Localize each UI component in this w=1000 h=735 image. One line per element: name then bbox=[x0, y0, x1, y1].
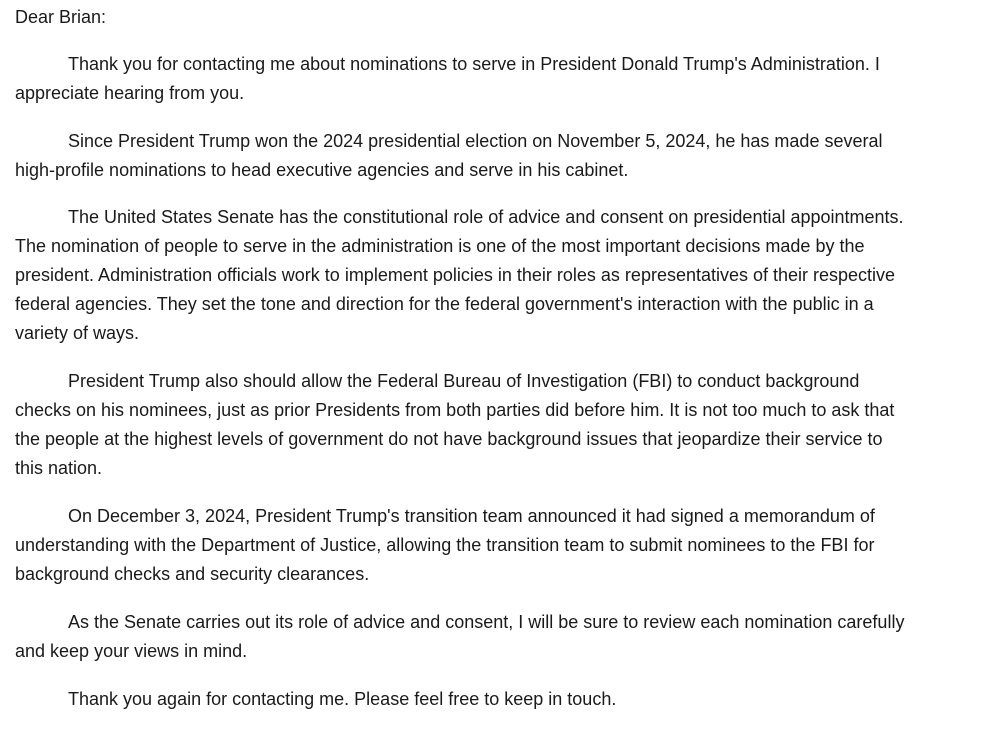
paragraph-line: this nation. bbox=[15, 458, 103, 478]
paragraph-line: and keep your views in mind. bbox=[15, 641, 248, 661]
paragraph-line: president. Administration officials work to implement policies in their roles as representatives of their respective bbox=[15, 265, 896, 285]
paragraph-line: Thank you for contacting me about nominations to serve in President Donald Trump's Administration. I bbox=[68, 54, 880, 74]
paragraph-line: appreciate hearing from you. bbox=[15, 83, 245, 103]
paragraph-line: federal agencies. They set the tone and direction for the federal government's interaction with the public in a bbox=[15, 294, 874, 314]
paragraph-line: The nomination of people to serve in the administration is one of the most important decisions made by the bbox=[15, 236, 865, 256]
paragraph-line: On December 3, 2024, President Trump's transition team announced it had signed a memorandum of bbox=[68, 506, 875, 526]
paragraph-closing bbox=[15, 685, 995, 714]
paragraph-line: the people at the highest levels of government do not have background issues that jeopardize their service to bbox=[15, 429, 883, 449]
paragraph-review bbox=[15, 608, 995, 666]
paragraph-senate-role bbox=[15, 203, 995, 348]
paragraph-memorandum bbox=[15, 502, 995, 589]
paragraph-thank-you bbox=[15, 50, 995, 108]
paragraph-fbi-checks bbox=[15, 367, 995, 483]
paragraph-line: checks on his nominees, just as prior Presidents from both parties did before him. It is not too much to ask that bbox=[15, 400, 895, 420]
paragraph-line: Thank you again for contacting me. Please feel free to keep in touch. bbox=[68, 689, 617, 709]
paragraph-line: The United States Senate has the constitutional role of advice and consent on presidential appointments. bbox=[68, 207, 904, 227]
paragraph-line: high-profile nominations to head executive agencies and serve in his cabinet. bbox=[15, 160, 629, 180]
paragraph-line: variety of ways. bbox=[15, 323, 140, 343]
paragraph-line: President Trump also should allow the Federal Bureau of Investigation (FBI) to conduct background bbox=[68, 371, 860, 391]
paragraph-line: Since President Trump won the 2024 presidential election on November 5, 2024, he has made several bbox=[68, 131, 883, 151]
paragraph-line: As the Senate carries out its role of advice and consent, I will be sure to review each nomination carefully bbox=[68, 612, 905, 632]
salutation: Dear Brian: bbox=[15, 7, 107, 27]
paragraph-line: understanding with the Department of Justice, allowing the transition team to submit nominees to the FBI for bbox=[15, 535, 875, 555]
paragraph-line: background checks and security clearances. bbox=[15, 564, 370, 584]
paragraph-election bbox=[15, 127, 995, 185]
